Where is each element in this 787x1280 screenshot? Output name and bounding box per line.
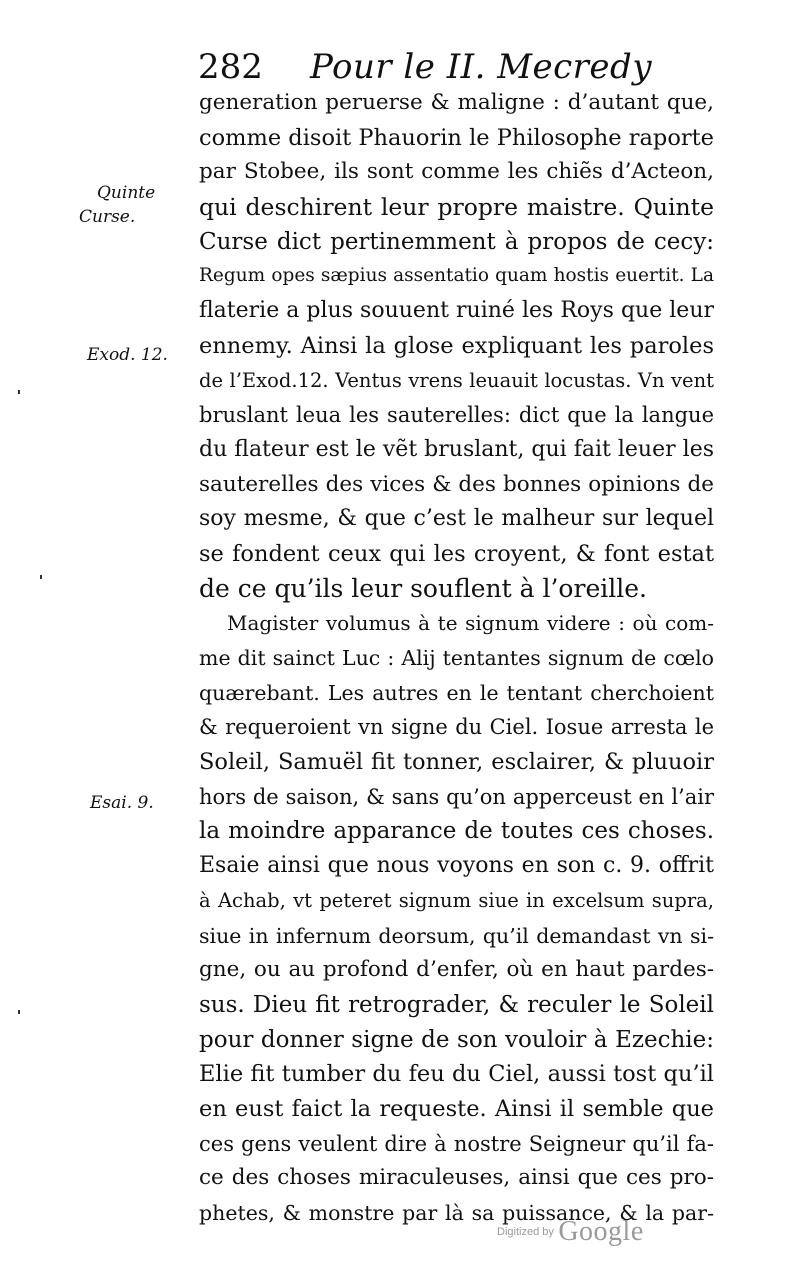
text-line: me dit sainct Luc : Alij tentantes signum de cœlo (199, 646, 714, 670)
page-number: 282 (198, 47, 263, 87)
text-line: par Stobee, ils sont comme les chiẽs d’Acteon, (199, 159, 714, 185)
text-line: à Achab, vt peteret signum siue in excelsum supra, (199, 888, 714, 912)
scan-speck (18, 390, 20, 394)
digitized-by-label: Digitized by (497, 1226, 554, 1238)
margin-note-curse: Curse. (79, 207, 136, 227)
text-line: de l’Exod.12. Ventus vrens leuauit locustas. Vn vent (199, 368, 714, 392)
text-line: hors de saison, & sans qu’on apperceust en l’air (199, 784, 714, 809)
margin-note-exod: Exod. 12. (87, 345, 168, 365)
text-line: Soleil, Samuël fit tonner, esclairer, & pluuoir (199, 749, 714, 776)
text-line: & requeroient vn signe du Ciel. Iosue arresta le (199, 715, 714, 740)
text-line: ces gens veulent dire à nostre Seigneur qu’il fa- (199, 1131, 714, 1156)
body-text (199, 86, 714, 1231)
text-line: phetes, & monstre par là sa puissance, & la par- (199, 1201, 714, 1225)
text-line: de ce qu’ils leur souflent à l’oreille. (199, 573, 647, 603)
google-watermark (497, 1216, 644, 1248)
text-line: ennemy. Ainsi la glose expliquant les paroles (199, 332, 714, 359)
google-logo-text: Google (558, 1216, 644, 1247)
scan-speck (40, 575, 42, 579)
text-line: sus. Dieu fit retrograder, & reculer le Soleil (199, 991, 714, 1018)
text-line: siue in infernum deorsum, qu’il demandast vn si- (199, 923, 714, 948)
running-title: Pour le II. Mecredy (310, 47, 653, 87)
text-line: Regum opes sæpius assentatio quam hostis euertit. La (199, 265, 714, 287)
text-line: Curse dict pertinemment à propos de cecy: (199, 228, 714, 255)
text-line: flaterie a plus souuent ruiné les Roys que leur (199, 298, 714, 324)
margin-note-esai: Esai. 9. (90, 793, 154, 813)
text-line: bruslant leua les sauterelles: dict que la langue (199, 403, 714, 428)
text-line: quærebant. Les autres en le tentant cherchoient (199, 680, 714, 705)
text-line: comme disoit Phauorin le Philosophe raporte (199, 124, 714, 151)
text-line: Esaie ainsi que nous voyons en son c. 9. offrit (199, 853, 714, 879)
text-line: Magister volumus à te signum videre : où com- (227, 611, 714, 636)
text-line: du flateur est le vẽt bruslant, qui fait leuer les (199, 436, 714, 462)
scan-speck (18, 1010, 20, 1014)
text-line: la moindre apparance de toutes ces choses. (199, 818, 714, 845)
text-line: ce des choses miraculeuses, ainsi que ces pro- (199, 1165, 714, 1191)
margin-note-quinte: Quinte (97, 183, 156, 203)
text-line: qui deschirent leur propre maistre. Quinte (199, 193, 714, 222)
text-line: se fondent ceux qui les croyent, & font estat (199, 540, 714, 567)
text-line: en eust faict la requeste. Ainsi il semble que (199, 1095, 714, 1122)
text-line: pour donner signe de son vouloir à Ezechie: (199, 1026, 714, 1053)
text-line: sauterelles des vices & des bonnes opinions de (199, 471, 714, 497)
text-line: soy mesme, & que c’est le malheur sur lequel (199, 506, 714, 532)
text-line: generation peruerse & maligne : d’autant que, (199, 90, 714, 115)
text-line: Elie fit tumber du feu du Ciel, aussi tost qu’il (199, 1061, 714, 1088)
text-line: gne, ou au profond d’enfer, où en haut pardes- (199, 957, 714, 983)
page-header (198, 42, 653, 92)
